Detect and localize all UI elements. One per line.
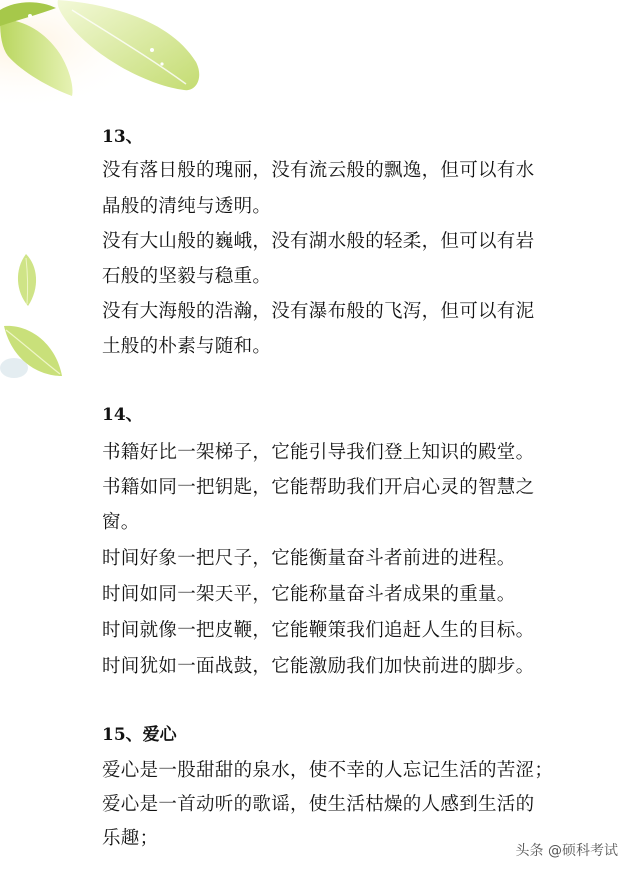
text-line: 爱心是一股甜甜的泉水，使不幸的人忘记生活的苦涩； bbox=[102, 760, 554, 781]
section-heading: 14、 bbox=[102, 405, 143, 425]
text-line: 没有大海般的浩瀚，没有瀑布般的飞泻，但可以有泥 bbox=[102, 301, 535, 322]
text-line: 没有大山般的巍峨，没有湖水般的轻柔，但可以有岩 bbox=[102, 231, 535, 252]
source-watermark: 头条 @硕科考试 bbox=[515, 843, 618, 859]
text-line: 乐趣； bbox=[102, 828, 159, 849]
text-line: 时间好象一把尺子，它能衡量奋斗者前进的进程。 bbox=[102, 548, 516, 569]
text-line: 时间犹如一面战鼓，它能激励我们加快前进的脚步。 bbox=[102, 656, 535, 677]
text-line: 石般的坚毅与稳重。 bbox=[102, 266, 272, 287]
text-line: 时间就像一把皮鞭，它能鞭策我们追赶人生的目标。 bbox=[102, 620, 535, 641]
decorative-leaf-mid bbox=[0, 316, 70, 386]
text-line: 晶般的清纯与透明。 bbox=[102, 196, 272, 217]
section-heading: 13、 bbox=[102, 127, 143, 147]
text-line: 书籍好比一架梯子，它能引导我们登上知识的殿堂。 bbox=[102, 442, 535, 463]
text-line: 书籍如同一把钥匙，它能帮助我们开启心灵的智慧之 bbox=[102, 477, 535, 498]
text-line: 没有落日般的瑰丽，没有流云般的飘逸，但可以有水 bbox=[102, 160, 535, 181]
text-line: 时间如同一架天平，它能称量奋斗者成果的重量。 bbox=[102, 584, 516, 605]
text-line: 土般的朴素与随和。 bbox=[102, 336, 272, 357]
text-line: 爱心是一首动听的歌谣，使生活枯燥的人感到生活的 bbox=[102, 794, 535, 815]
section-heading: 15、爱心 bbox=[102, 725, 177, 745]
decorative-leaves-top bbox=[0, 0, 220, 110]
decorative-leaf-small bbox=[8, 252, 44, 308]
text-line: 窗。 bbox=[102, 512, 140, 533]
